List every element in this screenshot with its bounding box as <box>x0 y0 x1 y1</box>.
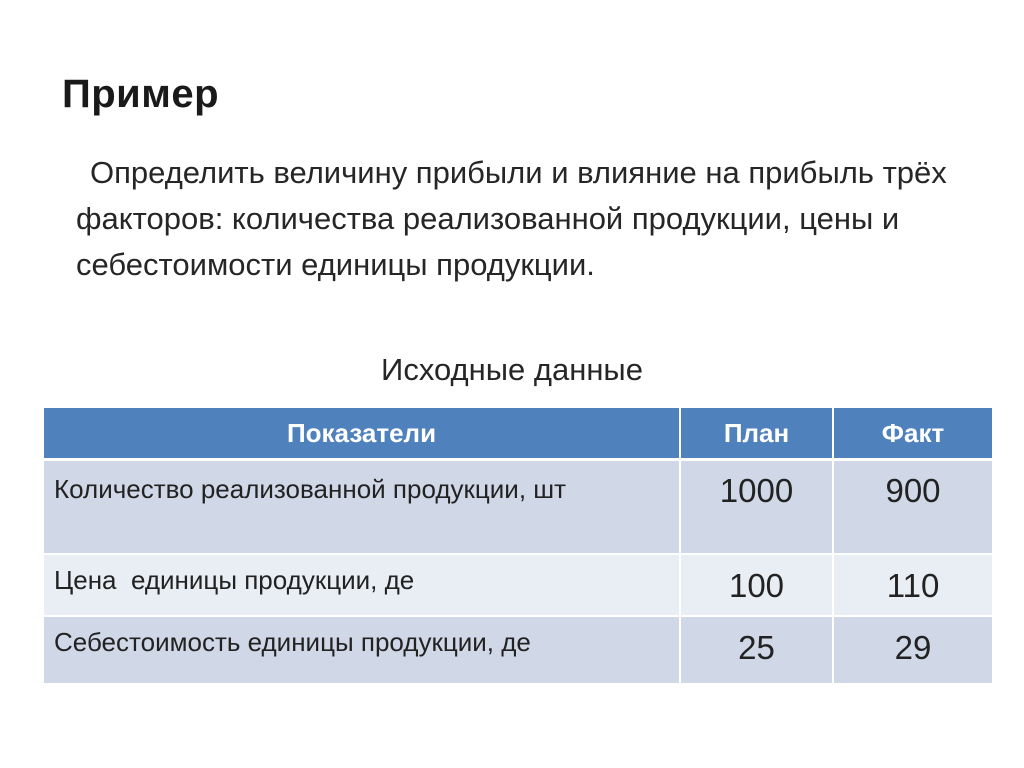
indicator-cell: Себестоимость единицы продукции, де <box>44 616 680 684</box>
indicator-cell: Количество реализованной продукции, шт <box>44 460 680 555</box>
table-row <box>44 460 992 555</box>
fact-cell: 110 <box>833 554 992 616</box>
plan-cell: 25 <box>680 616 833 684</box>
source-data-table <box>44 408 992 685</box>
indicator-cell: Цена единицы продукции, де <box>44 554 680 616</box>
header-indicator: Показатели <box>44 408 680 460</box>
table-caption: Исходные данные <box>381 352 643 387</box>
plan-cell: 1000 <box>680 460 833 555</box>
fact-cell: 900 <box>833 460 992 555</box>
header-plan: План <box>680 408 833 460</box>
table-header-row <box>44 408 992 460</box>
task-description: Определить величину прибыли и влияние на прибыль трёх факторов: количества реализованной продукции, цены и себестоимости единицы продукции. <box>76 155 947 282</box>
fact-cell: 29 <box>833 616 992 684</box>
header-fact: Факт <box>833 408 992 460</box>
plan-cell: 100 <box>680 554 833 616</box>
table-row <box>44 554 992 616</box>
slide-title: Пример <box>62 72 220 116</box>
table-row <box>44 616 992 684</box>
